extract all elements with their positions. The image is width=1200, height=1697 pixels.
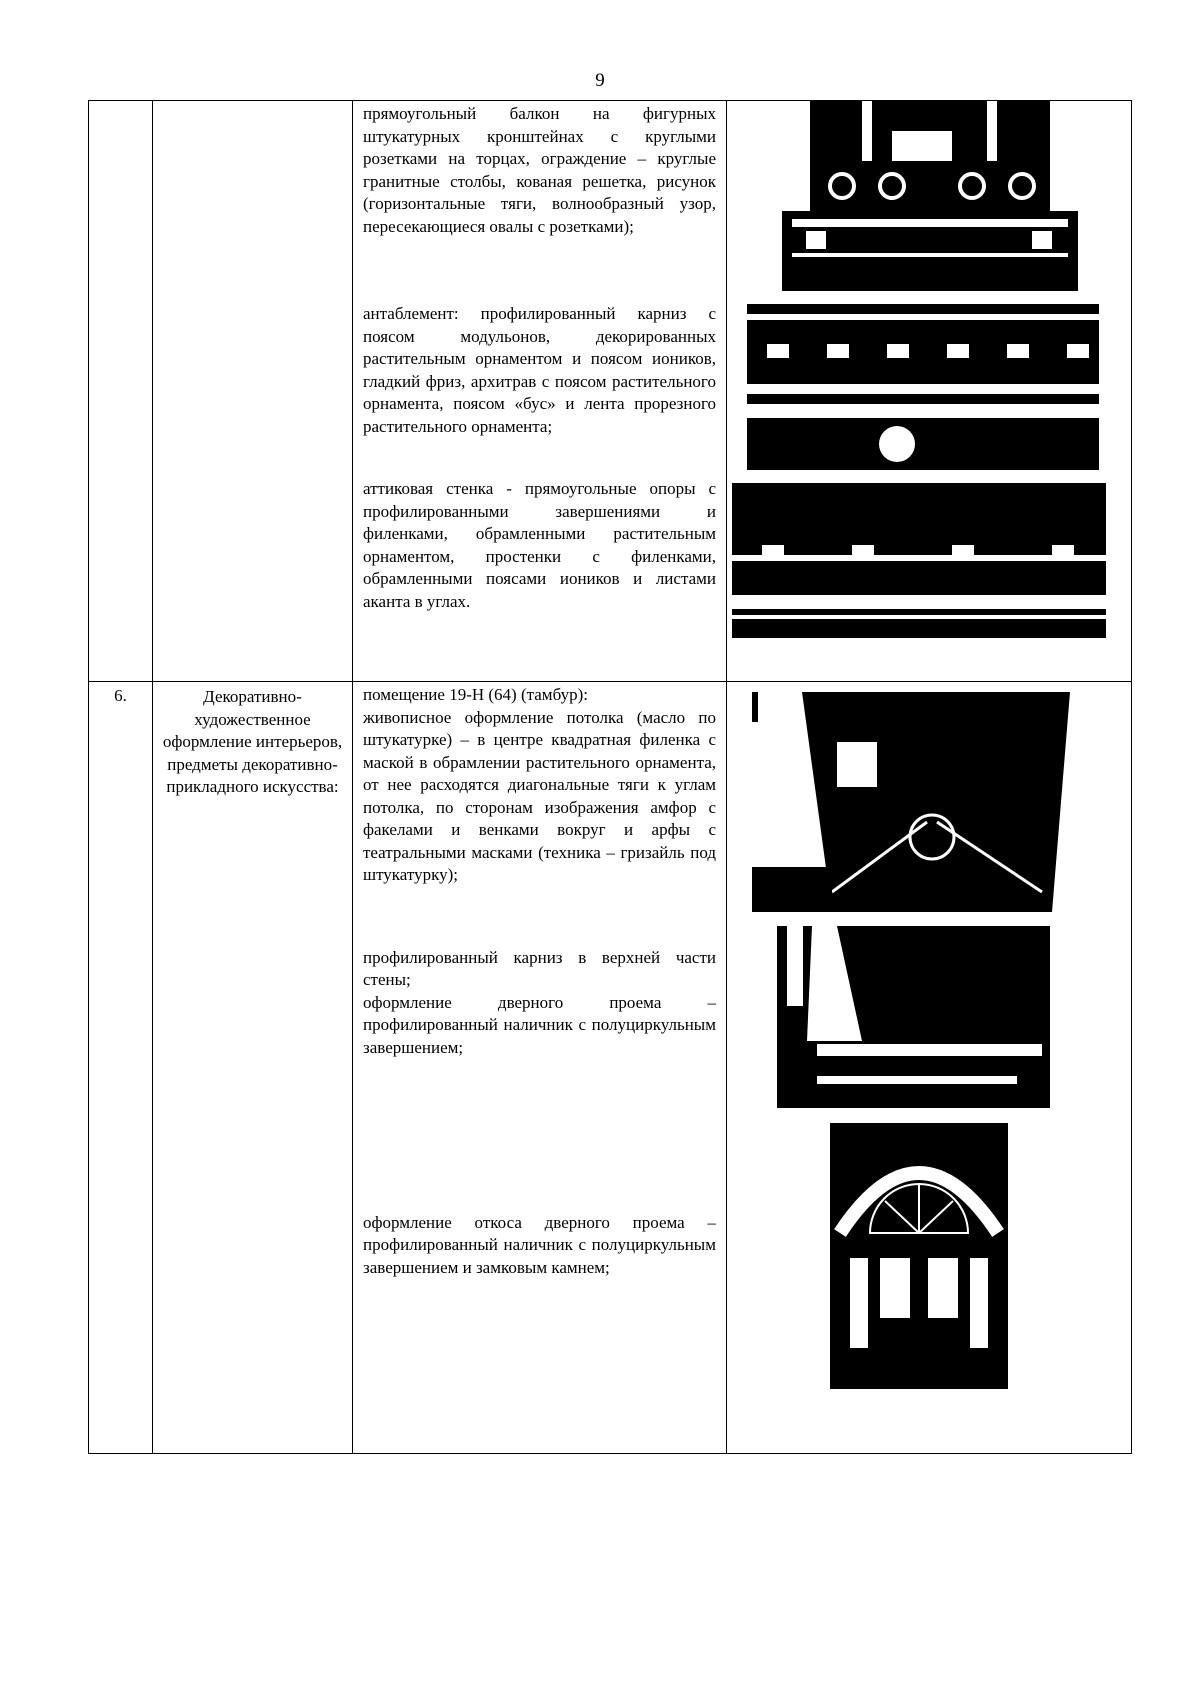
description-paragraph: профилированный карниз в верхней части стены;	[363, 947, 716, 989]
cornice-doorway-photo	[777, 926, 1050, 1108]
row-number-cell	[89, 101, 153, 682]
category-cell: Декоративно-художественное оформление интерьеров, предметы декоративно-прикладного искусства:	[153, 682, 353, 1454]
table-row	[89, 682, 1132, 1454]
balcony-photo	[782, 101, 1078, 291]
description-paragraph: прямоугольный балкон на фигурных штукатурных кронштейнах с круглыми розетками на торцах, ограждение – круглые гранитные столбы, кованая решетка, рисунок (горизонтальные тяги, волнообразный узор, пересекающиеся овалы с розетками);	[363, 104, 716, 236]
arched-doorway-photo	[830, 1123, 1008, 1389]
heritage-table	[88, 100, 1132, 1454]
description-paragraph: антаблемент: профилированный карниз с поясом модульонов, декорированных растительным орнаментом и поясом иоников, гладкий фриз, архитрав с поясом растительного орнамента, поясом «бус» и лента прорезного растительного орнамента;	[363, 304, 716, 436]
description-paragraph: живописное оформление потолка (масло по штукатурке) – в центре квадратная филенка с маской в обрамлении растительного орнамента, от нее расходятся диагональные тяги к углам потолка, по сторонам изображения амфор с факелами и венками вокруг и арфы с театральными масками (техника – гризайль под штукатурку);	[363, 707, 716, 884]
photos-cell	[727, 682, 1132, 1454]
entablature-photo	[747, 304, 1099, 470]
description-paragraph: оформление откоса дверного проема – профилированный наличник с полуциркульным завершением и замковым камнем;	[363, 1212, 716, 1277]
row-number-cell: 6.	[89, 682, 153, 1454]
category-cell	[153, 101, 353, 682]
description-cell	[353, 101, 727, 682]
page-number: 9	[595, 70, 605, 91]
description-cell	[353, 682, 727, 1454]
attic-wall-photo	[732, 483, 1106, 638]
description-paragraph: аттиковая стенка - прямоугольные опоры с профилированными завершениями и филенками, обрамленными растительным орнаментом, простенки с филенками, обрамленными поясами иоников и листами аканта в углах.	[363, 479, 716, 611]
table-row	[89, 101, 1132, 682]
ceiling-painting-photo	[752, 692, 1080, 912]
description-paragraph: помещение 19-Н (64) (тамбур):	[363, 685, 588, 704]
description-paragraph: оформление дверного проема – профилированный наличник с полуциркульным завершением;	[363, 992, 716, 1057]
photos-cell	[727, 101, 1132, 682]
